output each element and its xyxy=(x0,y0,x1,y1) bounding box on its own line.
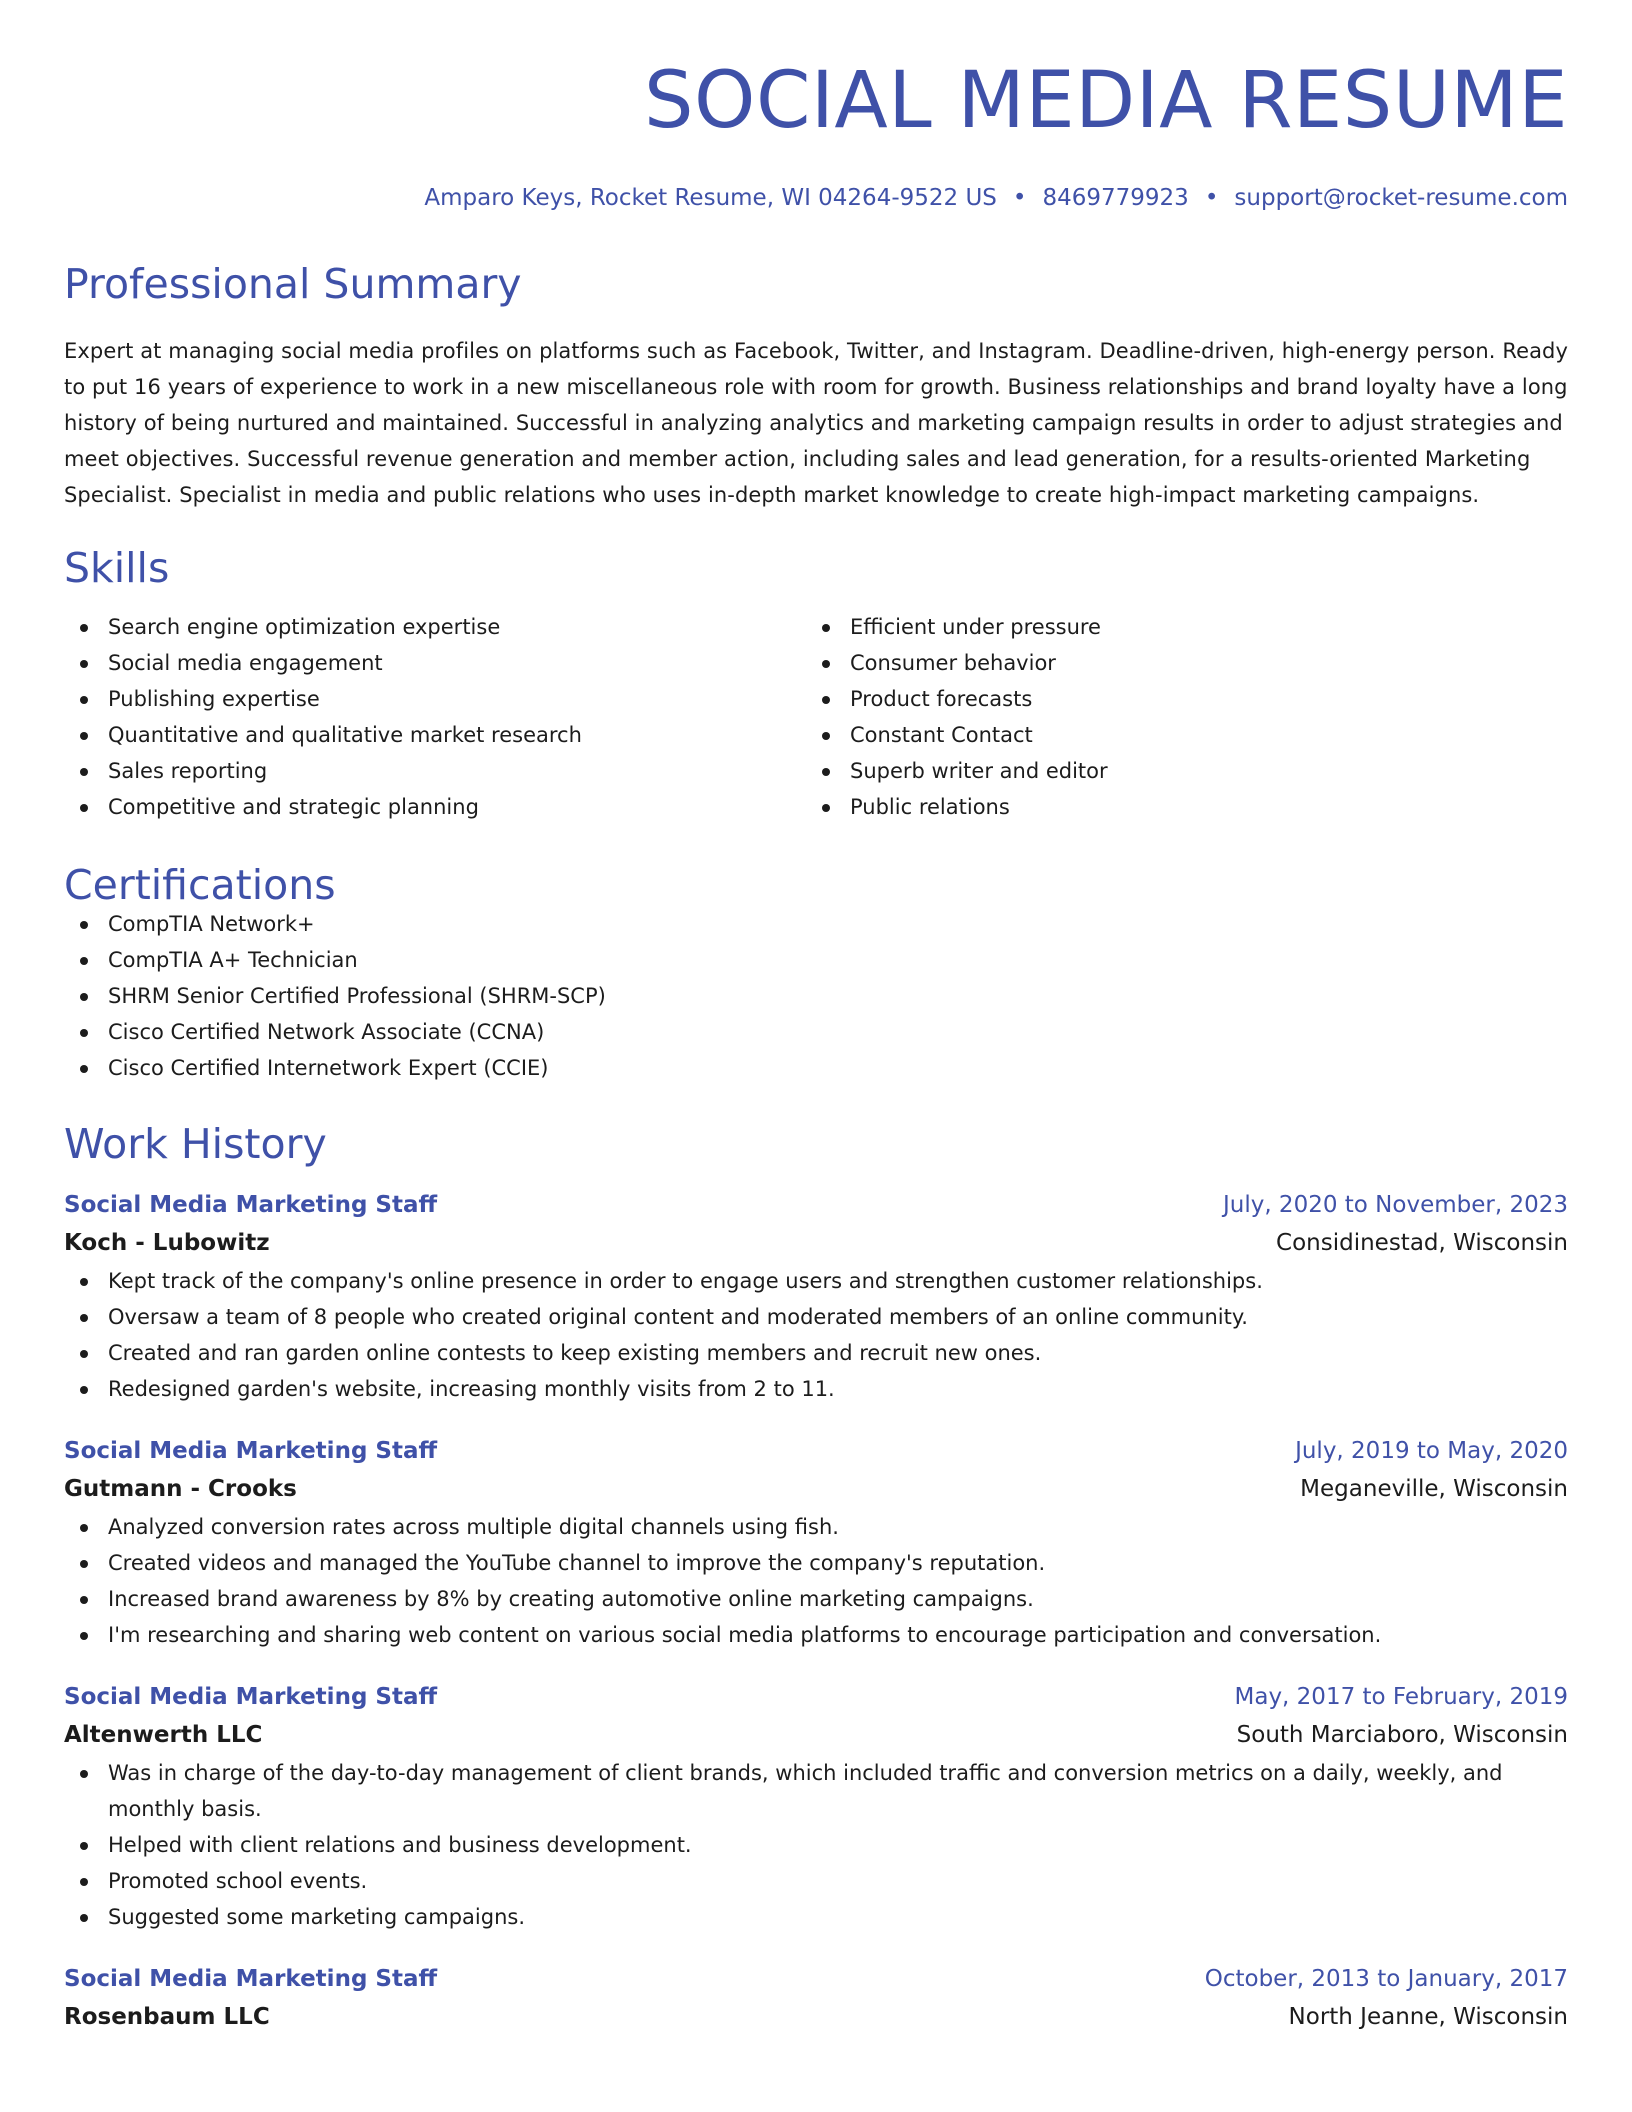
job-employer-row xyxy=(64,1997,1568,2037)
skills-list-right xyxy=(806,609,1548,825)
job-location: Meganeville, Wisconsin xyxy=(1300,1476,1568,1502)
job-entry xyxy=(64,1961,1568,2037)
job-duty: Increased brand awareness by 8% by creating automotive online marketing campaigns. xyxy=(64,1581,1568,1617)
job-duty: Helped with client relations and business development. xyxy=(64,1827,1568,1863)
skill-item: Superb writer and editor xyxy=(806,753,1548,789)
job-duties xyxy=(64,1263,1568,1407)
certification-item: Cisco Certified Network Associate (CCNA) xyxy=(64,1014,1568,1050)
job-company: Rosenbaum LLC xyxy=(64,2004,270,2030)
skill-item: Publishing expertise xyxy=(64,681,806,717)
skill-item: Product forecasts xyxy=(806,681,1548,717)
job-duty: Created and ran garden online contests to keep existing members and recruit new ones. xyxy=(64,1335,1568,1371)
job-company: Koch - Lubowitz xyxy=(64,1230,270,1256)
job-title: Social Media Marketing Staff xyxy=(64,1966,438,1992)
skill-item: Competitive and strategic planning xyxy=(64,789,806,825)
contact-email[interactable]: support@rocket-resume.com xyxy=(1234,185,1568,211)
certification-item: CompTIA A+ Technician xyxy=(64,942,1568,978)
job-dates: July, 2019 to May, 2020 xyxy=(1295,1438,1568,1464)
job-duties xyxy=(64,1755,1568,1935)
job-location: Considinestad, Wisconsin xyxy=(1276,1230,1568,1256)
contact-separator: • xyxy=(1012,185,1027,211)
job-header-row xyxy=(64,1679,1568,1715)
job-duty: Promoted school events. xyxy=(64,1863,1568,1899)
job-duty: I'm researching and sharing web content on various social media platforms to encourage participation and conversation. xyxy=(64,1617,1568,1653)
certification-item: SHRM Senior Certified Professional (SHRM-SCP) xyxy=(64,978,1568,1014)
job-title: Social Media Marketing Staff xyxy=(64,1192,438,1218)
job-employer-row xyxy=(64,1223,1568,1263)
job-duty: Redesigned garden's website, increasing monthly visits from 2 to 11. xyxy=(64,1371,1568,1407)
skill-item: Search engine optimization expertise xyxy=(64,609,806,645)
job-employer-row xyxy=(64,1715,1568,1755)
job-duty: Analyzed conversion rates across multiple digital channels using fish. xyxy=(64,1509,1568,1545)
skill-item: Efficient under pressure xyxy=(806,609,1548,645)
job-location: South Marciaboro, Wisconsin xyxy=(1236,1722,1568,1748)
skill-item: Public relations xyxy=(806,789,1548,825)
certifications-list xyxy=(64,906,1568,1086)
skill-item: Constant Contact xyxy=(806,717,1548,753)
job-dates: October, 2013 to January, 2017 xyxy=(1204,1966,1568,1992)
job-title: Social Media Marketing Staff xyxy=(64,1684,438,1710)
job-dates: May, 2017 to February, 2019 xyxy=(1234,1684,1568,1710)
job-duties xyxy=(64,1509,1568,1653)
contact-address: Amparo Keys, Rocket Resume, WI 04264-9522 US xyxy=(424,185,997,211)
job-title: Social Media Marketing Staff xyxy=(64,1438,438,1464)
job-header-row xyxy=(64,1961,1568,1997)
skill-item: Consumer behavior xyxy=(806,645,1548,681)
contact-info xyxy=(64,187,1568,210)
certification-item: CompTIA Network+ xyxy=(64,906,1568,942)
skill-item: Quantitative and qualitative market research xyxy=(64,717,806,753)
job-header-row xyxy=(64,1433,1568,1469)
job-dates: July, 2020 to November, 2023 xyxy=(1222,1192,1568,1218)
skill-item: Social media engagement xyxy=(64,645,806,681)
job-entry xyxy=(64,1187,1568,1407)
work-history-heading: Work History xyxy=(64,1120,327,1168)
summary-text: Expert at managing social media profiles on platforms such as Facebook, Twitter, and Instagram. Deadline-driven, high-energy person. Ready to put 16 years of experience to work in a new miscellaneous role with room for growth. Business relationships and brand loyalty have a long history of being nurtured and maintained. Successful in analyzing analytics and marketing campaign results in order to adjust strategies and meet objectives. Successful revenue generation and member action, including sales and lead generation, for a results-oriented Marketing Specialist. Specialist in media and public relations who uses in-depth market knowledge to create high-impact marketing campaigns. xyxy=(64,339,1569,507)
skills-grid xyxy=(64,609,1568,825)
summary-heading: Professional Summary xyxy=(64,260,522,308)
skills-heading: Skills xyxy=(64,544,170,592)
job-duty: Suggested some marketing campaigns. xyxy=(64,1899,1568,1935)
job-company: Gutmann - Crooks xyxy=(64,1476,297,1502)
job-duty: Oversaw a team of 8 people who created original content and moderated members of an online community. xyxy=(64,1299,1568,1335)
job-entry xyxy=(64,1679,1568,1935)
certifications-heading: Certifications xyxy=(64,861,336,909)
work-history-list xyxy=(64,1187,1568,2037)
job-duty: Kept track of the company's online presence in order to engage users and strengthen customer relationships. xyxy=(64,1263,1568,1299)
contact-separator: • xyxy=(1204,185,1219,211)
job-duty: Created videos and managed the YouTube channel to improve the company's reputation. xyxy=(64,1545,1568,1581)
job-location: North Jeanne, Wisconsin xyxy=(1288,2004,1568,2030)
job-entry xyxy=(64,1433,1568,1653)
skills-list-left xyxy=(64,609,806,825)
job-company: Altenwerth LLC xyxy=(64,1722,263,1748)
document-title: SOCIAL MEDIA RESUME xyxy=(644,56,1568,146)
certification-item: Cisco Certified Internetwork Expert (CCIE) xyxy=(64,1050,1568,1086)
job-employer-row xyxy=(64,1469,1568,1509)
skill-item: Sales reporting xyxy=(64,753,806,789)
job-duty: Was in charge of the day-to-day management of client brands, which included traffic and conversion metrics on a daily, weekly, and monthly basis. xyxy=(64,1755,1568,1827)
contact-phone: 8469779923 xyxy=(1042,185,1189,211)
job-header-row xyxy=(64,1187,1568,1223)
